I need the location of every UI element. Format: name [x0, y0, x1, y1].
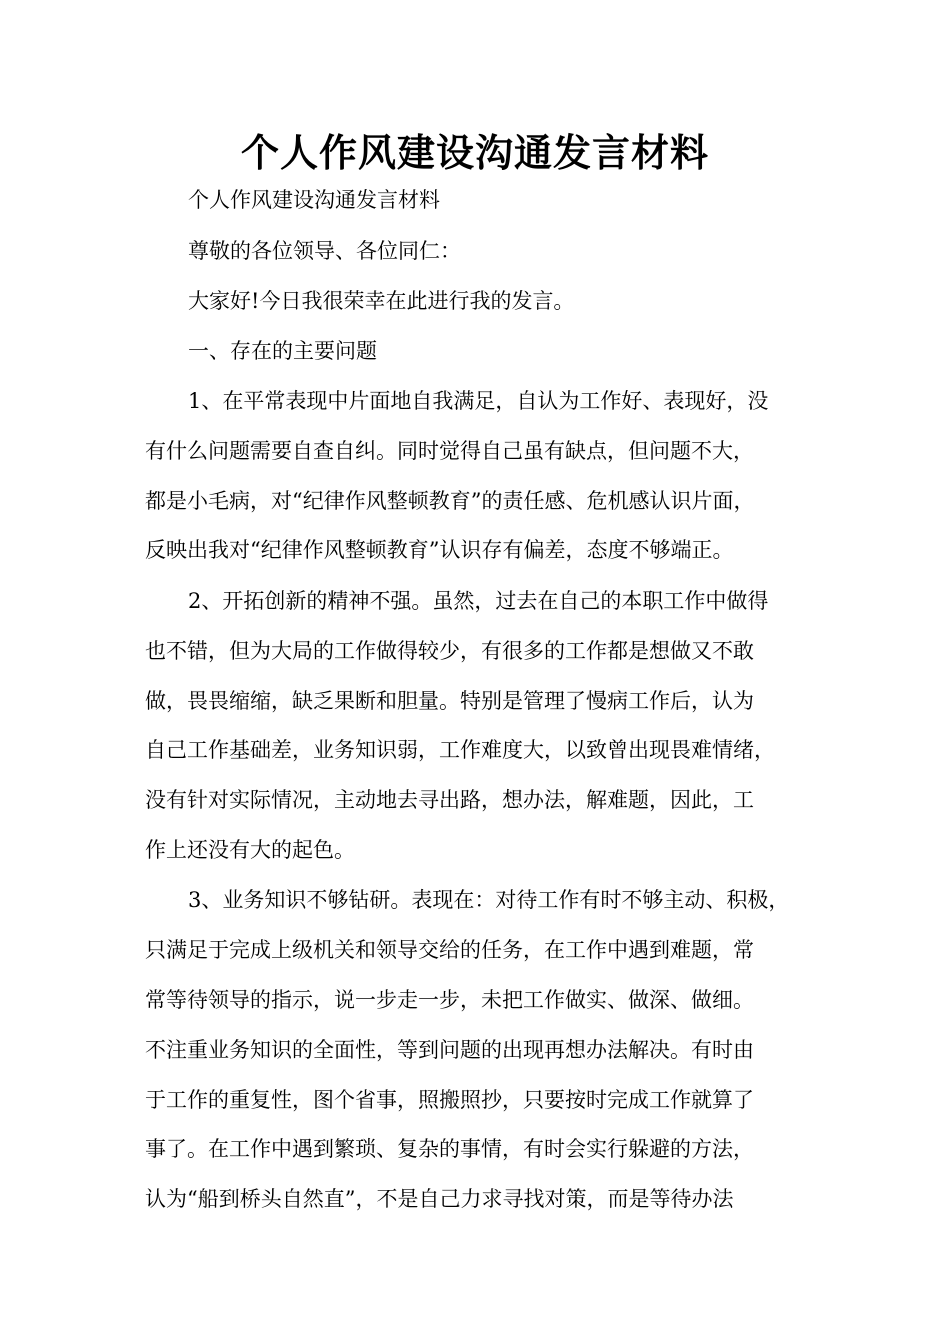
body-line: 2、开拓创新的精神不强。虽然，过去在自己的本职工作中做得	[188, 589, 769, 613]
document-title: 个人作风建设沟通发言材料	[240, 131, 709, 175]
body-line: 都是小毛病，对“纪律作风整顿教育”的责任感、危机感认识片面，	[145, 489, 755, 513]
body-line: 于工作的重复性，图个省事，照搬照抄，只要按时完成工作就算了	[145, 1088, 754, 1112]
body-line: 自己工作基础差，业务知识弱，工作难度大，以致曾出现畏难情绪，	[145, 738, 775, 762]
greeting-line: 大家好!今日我很荣幸在此进行我的发言。	[188, 289, 575, 313]
salutation-line: 尊敬的各位领导、各位同仁：	[188, 239, 461, 263]
body-line: 1、在平常表现中片面地自我满足，自认为工作好、表现好，没	[188, 389, 769, 413]
body-line: 有什么问题需要自查自纠。同时觉得自己虽有缺点，但问题不大，	[145, 439, 754, 463]
body-line: 也不错，但为大局的工作做得较少，有很多的工作都是想做又不敢	[145, 639, 754, 663]
body-line: 不注重业务知识的全面性，等到问题的出现再想办法解决。有时由	[145, 1038, 754, 1062]
body-line: 只满足于完成上级机关和领导交给的任务，在工作中遇到难题，常	[145, 938, 754, 962]
subtitle-line: 个人作风建设沟通发言材料	[188, 188, 440, 212]
body-line: 3、业务知识不够钻研。表现在：对待工作有时不够主动、积极，	[188, 888, 790, 912]
body-line: 作上还没有大的起色。	[145, 838, 355, 862]
body-line: 事了。在工作中遇到繁琐、复杂的事情，有时会实行躲避的方法，	[145, 1137, 754, 1161]
body-line: 常等待领导的指示，说一步走一步，未把工作做实、做深、做细。	[145, 988, 754, 1012]
body-line: 没有针对实际情况，主动地去寻出路，想办法，解难题，因此，工	[145, 788, 754, 812]
body-line: 做，畏畏缩缩，缺乏果断和胆量。特别是管理了慢病工作后，认为	[145, 689, 754, 713]
section-heading: 一、存在的主要问题	[188, 339, 377, 363]
body-line: 反映出我对“纪律作风整顿教育”认识存有偏差，态度不够端正。	[145, 538, 734, 562]
body-line: 认为“船到桥头自然直”，不是自己力求寻找对策，而是等待办法	[145, 1187, 734, 1211]
